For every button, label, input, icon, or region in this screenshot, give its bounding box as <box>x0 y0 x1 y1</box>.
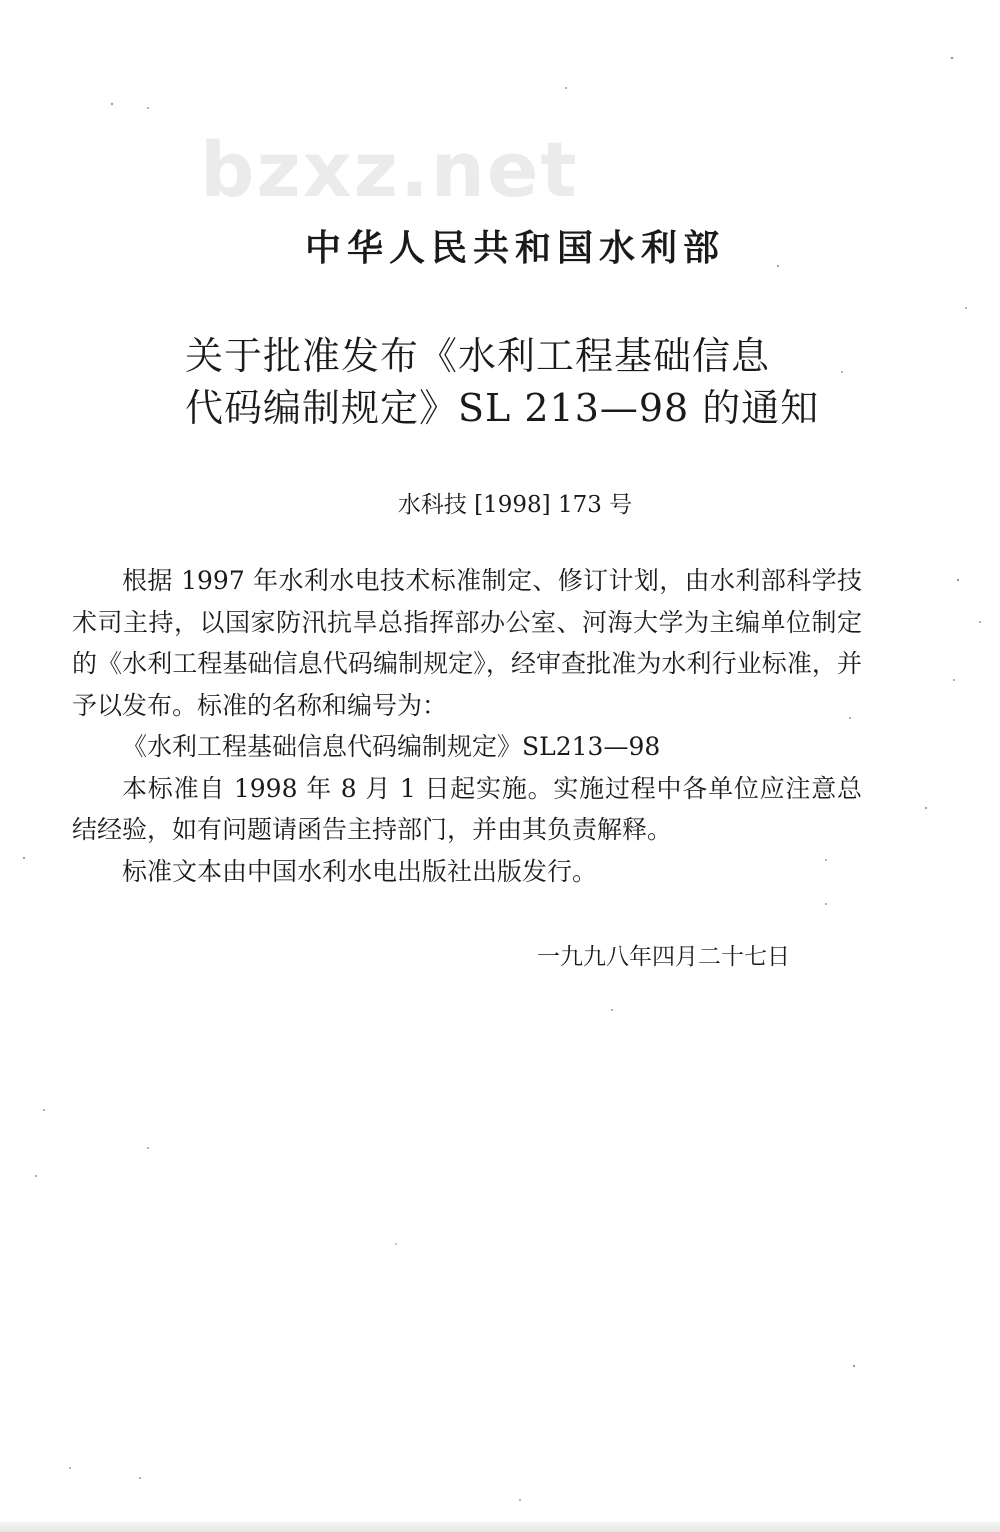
body-paragraph-4: 标准文本由中国水利水电出版社出版发行。 <box>122 856 598 886</box>
issue-date: 一九九八年四月二十七日 <box>537 944 790 970</box>
body-paragraph-3: 本标准自 1998 年 8 月 1 日起实施。实施过程中各单位应注意总结经验，如有问题请函告主持部门，并由其负责解释。 <box>72 773 862 844</box>
page-bottom-edge <box>0 1522 1000 1532</box>
document-number: 水科技 [1998] 173 号 <box>397 492 633 518</box>
body-paragraph-2: 《水利工程基础信息代码编制规定》SL213—98 <box>122 732 661 761</box>
notice-title-line-1: 关于批准发布《水利工程基础信息 <box>185 334 771 378</box>
notice-title-line-2: 代码编制规定》SL 213—98 的通知 <box>185 386 820 430</box>
ministry-heading: 中华人民共和国水利部 <box>304 227 725 269</box>
body-paragraph-1: 根据 1997 年水利水电技术标准制定、修订计划，由水利部科学技术司主持，以国家防汛抗旱总指挥部办公室、河海大学为主编单位制定的《水利工程基础信息代码编制规定》，经审查批准为水利行业标准，并予以发布。标准的名称和编号为： <box>72 566 862 720</box>
watermark: bzxz.net <box>200 125 579 214</box>
